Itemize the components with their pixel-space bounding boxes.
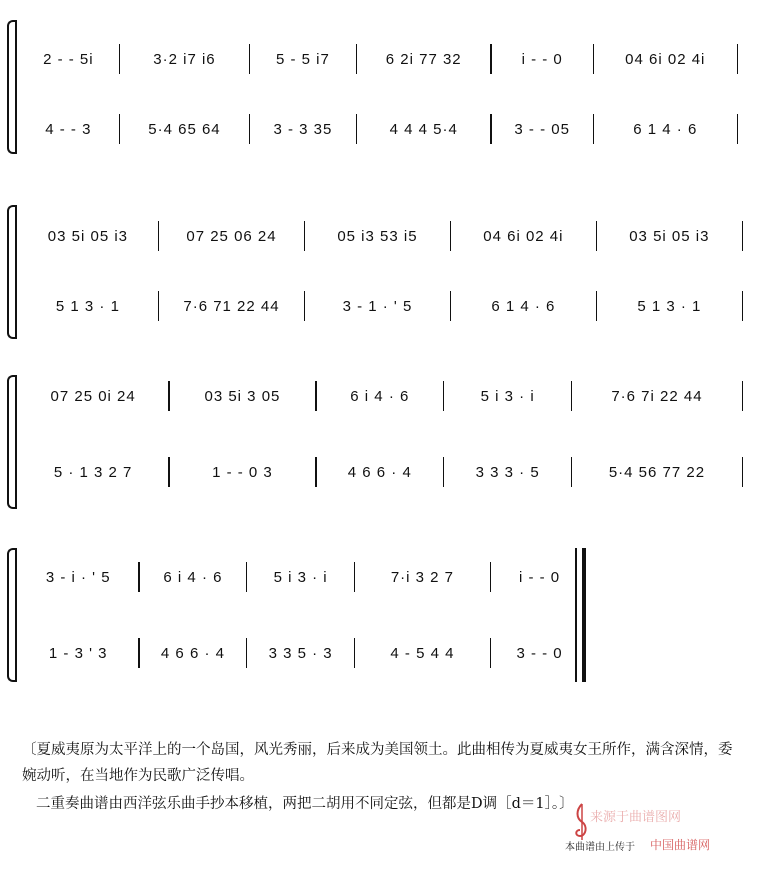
system-start-bar xyxy=(15,20,17,154)
lower-voice-line xyxy=(18,636,588,670)
measure: 5 1 3 · 1 xyxy=(55,297,120,315)
measure: 07 25 06 24 xyxy=(186,227,277,245)
measure: 3 - - 0 xyxy=(516,644,563,662)
measure: 3 - 3 35 xyxy=(273,120,333,138)
measure: 4 - - 3 xyxy=(45,120,92,138)
barline xyxy=(737,114,738,144)
lower-voice-line xyxy=(18,289,743,323)
measure: i - - 0 xyxy=(518,568,561,586)
measure: 5·4 65 64 xyxy=(148,120,221,138)
upper-voice-line xyxy=(18,560,588,594)
measure: i - - 0 xyxy=(521,50,563,68)
measure: 6 i 4 · 6 xyxy=(163,568,223,586)
system-start-bar xyxy=(15,375,17,509)
description-paragraph-1: 〔夏威夷原为太平洋上的一个岛国，风光秀丽，后来成为美国领土。此曲相传为夏威夷女王所作，满含深情，委婉动听，在当地作为民歌广泛传唱。 xyxy=(22,742,733,784)
system-brace xyxy=(7,205,15,339)
measure: 5 i 3 · i xyxy=(480,387,535,405)
watermark-text: 来源于曲谱图网 xyxy=(590,810,682,825)
measure: 6 1 4 · 6 xyxy=(491,297,556,315)
measure: 03 5i 05 i3 xyxy=(47,227,129,245)
system-brace xyxy=(7,375,15,509)
description-paragraph-2: 二重奏曲谱由西洋弦乐曲手抄本移植，两把二胡用不同定弦，但都是D调［d＝1］。〕 xyxy=(36,796,574,812)
upper-voice-line xyxy=(18,379,743,413)
measure: 6 2i 77 32 xyxy=(385,50,462,68)
footer-credit: 本曲谱由上传于 xyxy=(565,842,635,853)
barline xyxy=(737,44,738,74)
measure: 7·6 71 22 44 xyxy=(183,297,280,315)
measure: 1 - - 0 3 xyxy=(212,463,273,481)
measure: 5 i 3 · i xyxy=(273,568,328,586)
measure: 4 6 6 · 4 xyxy=(347,463,412,481)
barline xyxy=(742,457,743,487)
lower-voice-line xyxy=(18,112,738,146)
measure: 3 - i · ' 5 xyxy=(45,568,111,586)
lower-voice-line xyxy=(18,455,743,489)
final-double-barline xyxy=(575,548,586,682)
measure: 03 5i 3 05 xyxy=(204,387,281,405)
measure: 5 · 1 3 2 7 xyxy=(53,463,133,481)
measure: 04 6i 02 4i xyxy=(483,227,564,245)
measure: 6 i 4 · 6 xyxy=(350,387,410,405)
measure: 7·i 3 2 7 xyxy=(390,568,455,586)
measure: 3·2 i7 i6 xyxy=(153,50,216,68)
measure: 3 - - 05 xyxy=(514,120,570,138)
barline xyxy=(742,381,743,411)
barline xyxy=(742,291,743,321)
treble-clef-logo-icon xyxy=(570,802,592,842)
measure: 05 i3 53 i5 xyxy=(337,227,418,245)
measure: 4 - 5 4 4 xyxy=(390,644,455,662)
measure: 03 5i 05 i3 xyxy=(629,227,710,245)
measure: 7·6 7i 22 44 xyxy=(611,387,703,405)
measure: 4 4 4 5·4 xyxy=(389,120,458,138)
song-description xyxy=(22,737,742,817)
upper-voice-line xyxy=(18,219,743,253)
site-logo-text: 中国曲谱网 xyxy=(650,838,711,852)
measure: 3 3 3 · 5 xyxy=(475,463,540,481)
system-start-bar xyxy=(15,205,17,339)
measure: 5·4 56 77 22 xyxy=(608,463,706,481)
measure: 2 - - 5i xyxy=(43,50,94,68)
measure: 3 3 5 · 3 xyxy=(268,644,333,662)
measure: 3 - 1 · ' 5 xyxy=(342,297,413,315)
barline xyxy=(742,221,743,251)
measure: 04 6i 02 4i xyxy=(625,50,706,68)
measure: 4 6 6 · 4 xyxy=(160,644,225,662)
measure: 6 1 4 · 6 xyxy=(633,120,698,138)
upper-voice-line xyxy=(18,42,738,76)
measure: 07 25 0i 24 xyxy=(50,387,136,405)
system-brace xyxy=(7,548,15,682)
measure: 1 - 3 ' 3 xyxy=(48,644,108,662)
measure: 5 - 5 i7 xyxy=(275,50,330,68)
system-brace xyxy=(7,20,15,154)
system-start-bar xyxy=(15,548,17,682)
measure: 5 1 3 · 1 xyxy=(637,297,702,315)
